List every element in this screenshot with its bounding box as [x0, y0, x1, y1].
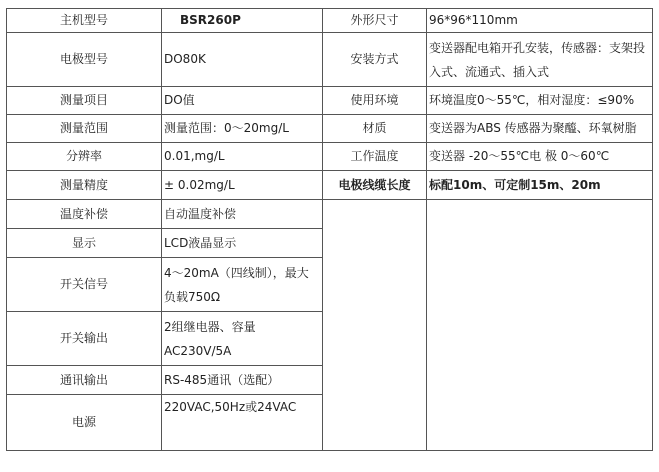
comm-output-label: 通讯输出 [7, 366, 162, 395]
empty-value-cell [427, 200, 653, 451]
table-row [7, 9, 653, 33]
measure-item-value: DO值 [162, 87, 323, 115]
table-row [7, 33, 653, 87]
accuracy-label: 测量精度 [7, 171, 162, 200]
material-value: 变送器为ABS 传感器为聚醯、环氧树脂 [427, 115, 653, 143]
display-label: 显示 [7, 229, 162, 258]
cable-length-value: 标配10m、可定制15m、20m [427, 171, 653, 200]
temp-comp-value: 自动温度补偿 [162, 200, 323, 229]
switch-signal-value: 4～20mA（四线制），最大负载750Ω [162, 258, 323, 312]
cable-length-label: 电极线缆长度 [323, 171, 427, 200]
measure-item-label: 测量项目 [7, 87, 162, 115]
table-row [7, 143, 653, 171]
spec-table [6, 8, 653, 451]
install-method-label: 安装方式 [323, 33, 427, 87]
table-row [7, 87, 653, 115]
table-row [7, 171, 653, 200]
switch-output-value: 2组继电器、容量AC230V/5A [162, 312, 323, 366]
table-row [7, 200, 653, 229]
table-row [7, 115, 653, 143]
host-model-value: BSR260P [162, 9, 323, 33]
work-temp-value: 变送器 -20～55℃电 极 0～60℃ [427, 143, 653, 171]
comm-output-value: RS-485通讯（选配） [162, 366, 323, 395]
host-model-label: 主机型号 [7, 9, 162, 33]
dimensions-label: 外形尺寸 [323, 9, 427, 33]
resolution-label: 分辨率 [7, 143, 162, 171]
work-temp-label: 工作温度 [323, 143, 427, 171]
accuracy-value: ± 0.02mg/L [162, 171, 323, 200]
install-method-value: 变送器配电箱开孔安装，传感器：支架投入式、流通式、插入式 [427, 33, 653, 87]
measure-range-value: 测量范围：0～20mg/L [162, 115, 323, 143]
electrode-model-value: DO80K [162, 33, 323, 87]
switch-signal-label: 开关信号 [7, 258, 162, 312]
measure-range-label: 测量范围 [7, 115, 162, 143]
display-value: LCD液晶显示 [162, 229, 323, 258]
electrode-model-label: 电极型号 [7, 33, 162, 87]
environment-value: 环境温度0～55℃，相对湿度：≤90% [427, 87, 653, 115]
power-label: 电源 [7, 395, 162, 451]
environment-label: 使用环境 [323, 87, 427, 115]
material-label: 材质 [323, 115, 427, 143]
power-value: 220VAC,50Hz或24VAC [162, 395, 323, 451]
dimensions-value: 96*96*110mm [427, 9, 653, 33]
empty-label-cell [323, 200, 427, 451]
temp-comp-label: 温度补偿 [7, 200, 162, 229]
switch-output-label: 开关输出 [7, 312, 162, 366]
resolution-value: 0.01,mg/L [162, 143, 323, 171]
